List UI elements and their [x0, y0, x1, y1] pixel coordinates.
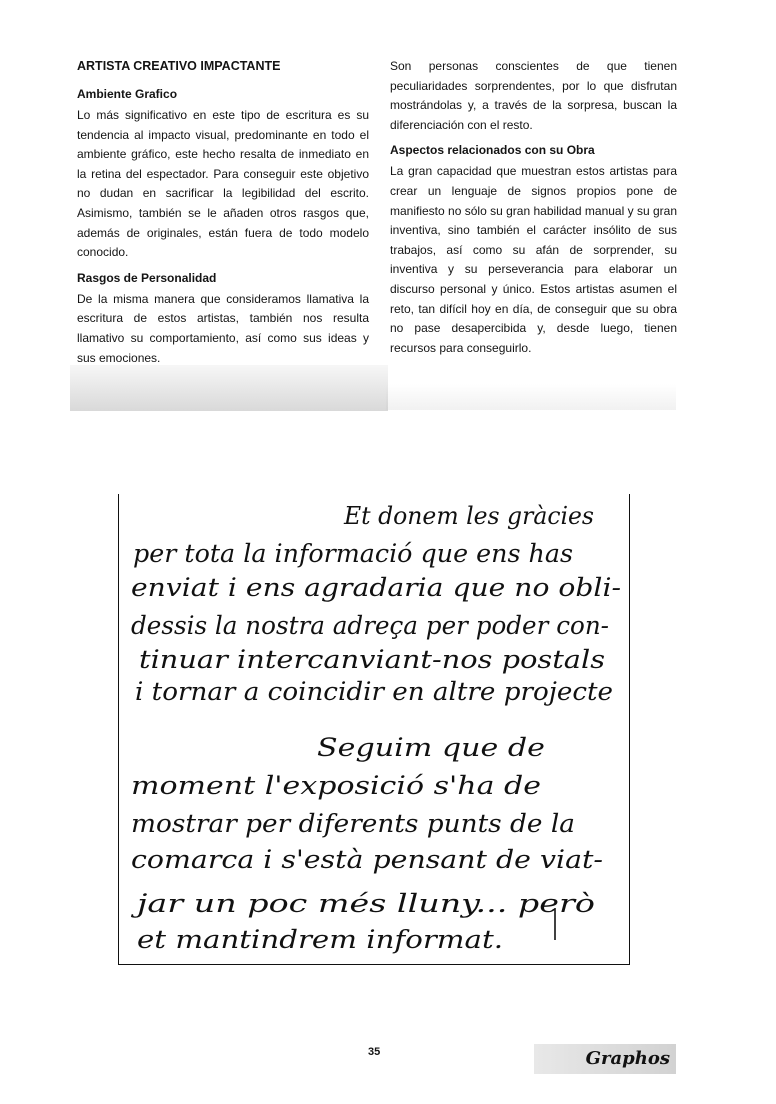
- section-text-ambiente: Lo más significativo en este tipo de escritura es su tendencia al impacto visual, predominante en todo el ambiente gráfico, este hecho resalta de inmediato en la retina del espectador. Para conseguir este objetivo no dudan en sacrificar la legibilidad del escrito. Asimismo, también se le añaden otros rasgos que, además de originales, están fuera de todo modelo conocido.: [77, 108, 369, 260]
- section-text-rasgos: De la misma manera que consideramos llamativa la escritura de estos artistas, también nos resulta llamativo su comportamiento, así como sus ideas y sus emociones.: [77, 291, 369, 365]
- handwriting-svg: [119, 494, 629, 964]
- section-text-obra: La gran capacidad que muestran estos artistas para crear un lenguaje de signos propios pone de manifiesto no sólo su gran habilidad manual y su gran inventiva, sino también el carácter insólito de sus trabajos, así como su afán de sorprender, su inventiva y su perseverancia para elaborar un discurso personal y único. Estos artistas asumen el reto, tan difícil hoy en día, de conseguir que su obra no pase desapercibida y, desde luego, tienen recursos para conseguirlo.: [390, 164, 677, 355]
- handwriting-line: mostrar per diferents punts de la: [131, 809, 575, 838]
- section-heading-obra: Aspectos relacionados con su Obra: [390, 143, 595, 158]
- brand-logo: Graphos: [585, 1048, 670, 1069]
- section-heading-rasgos: Rasgos de Personalidad: [77, 270, 217, 285]
- section-heading-ambiente: Ambiente Grafico: [77, 87, 178, 101]
- handwriting-line: jar un poc més lluny... però: [130, 889, 596, 918]
- article-title: ARTISTA CREATIVO IMPACTANTE: [77, 59, 281, 73]
- handwriting-line: moment l'exposició s'ha de: [131, 771, 541, 800]
- handwriting-line: Et donem les gràcies: [343, 502, 594, 530]
- handwriting-sample: [118, 494, 630, 965]
- footer-brand-band: [534, 1044, 676, 1074]
- text-shading-right: [386, 384, 676, 410]
- handwriting-line: et mantindrem informat.: [137, 925, 504, 954]
- handwriting-line: enviat i ens agradaria que no obli-: [131, 573, 621, 602]
- handwriting-line: i tornar a coincidir en altre projecte: [135, 677, 613, 706]
- handwriting-line: dessis la nostra adreça per poder con-: [131, 611, 609, 640]
- handwriting-line: per tota la informació que ens has: [133, 539, 573, 568]
- handwriting-line: comarca i s'està pensant de viat-: [131, 845, 603, 874]
- handwriting-line: tinuar intercanviant-nos postals: [139, 645, 605, 674]
- intro-text: Son personas conscientes de que tienen peculiaridades sorprendentes, por lo que disfrutan mostrándolas y, a través de la sorpresa, buscan la diferenciación con el resto.: [390, 59, 677, 132]
- page-number: 35: [368, 1046, 381, 1058]
- right-column: [390, 57, 677, 362]
- handwriting-line: Seguim que de: [317, 733, 545, 762]
- left-column: [77, 57, 369, 372]
